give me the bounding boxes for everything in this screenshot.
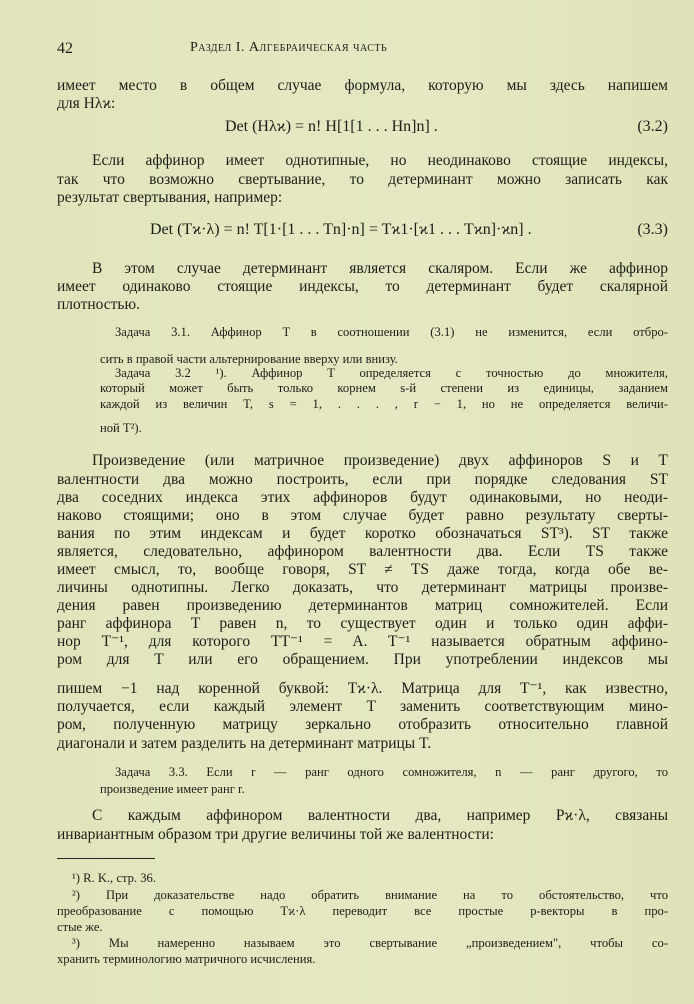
text-line: ром для T или его обращением. При употреблении индексов мы	[57, 651, 668, 668]
text-line: имеет одинаково стоящие индексы, то детерминант будет скалярной	[57, 278, 668, 295]
footnote-1: ¹) R. K., стр. 36.	[72, 871, 156, 885]
text-line: личины однотипны. Легко доказать, что детерминант матрицы произве-	[57, 579, 668, 596]
task-3-1: сить в правой части альтернирование вверху или внизу.	[100, 352, 398, 366]
page-number: 42	[57, 40, 73, 57]
text-line: диагонали и затем разделить на детерминант матрицы T.	[57, 735, 432, 752]
text-line: плотностью.	[57, 296, 140, 313]
text-line: инвариантным образом три другие величины той же валентности:	[57, 826, 494, 843]
text-line: ранг аффинора T равен n, то существует один и только один аффи-	[57, 615, 668, 632]
task-3-1: Задача 3.1. Аффинор T в соотношении (3.1) не изменится, если отбро-	[115, 325, 668, 339]
text-line: С каждым аффинором валентности два, например Pϰ·λ, связаны	[92, 807, 668, 824]
equation-number: (3.2)	[637, 118, 668, 135]
task-3-2: каждой из величин T, s = 1, . . . , r − 1, но не определяется величи-	[100, 397, 668, 411]
footnote-2: преобразование с помощью Tϰ·λ переводит все простые p-векторы в про-	[57, 904, 668, 918]
text-line: ром, полученную матрицу зеркально отобразить относительно главной	[57, 716, 668, 733]
running-title: Раздел I. Алгебраическая часть	[190, 40, 388, 55]
text-line: для Hλϰ:	[57, 95, 116, 112]
equation-number: (3.3)	[637, 221, 668, 238]
task-3-2: ной T²).	[100, 421, 142, 435]
text-line: является, следовательно, аффинором валентности два. Если TS также	[57, 543, 668, 560]
text-line: два соседних индекса этих аффиноров будут одинаковыми, но неоди-	[57, 489, 668, 506]
equation-3-3: Det (Tϰ·λ) = n! T[1·[1 . . . Tn]·n] = Tϰ1·[ϰ1 . . . Tϰn]·ϰn] .	[150, 221, 532, 238]
footnote-3: ³) Мы намеренно называем это свертывание „произведением", чтобы со-	[72, 936, 668, 950]
text-line: В этом случае детерминант является скаляром. Если же аффинор	[92, 260, 668, 277]
text-line: Если аффинор имеет однотипные, но неодинаково стоящие индексы,	[92, 152, 668, 169]
text-line: вания по этим индексам и будет коротко обозначаться ST³). ST также	[57, 525, 668, 542]
text-line: дения равен произведению детерминантов матриц сомножителей. Если	[57, 597, 668, 614]
text-line: имеет смысл, то, вообще говоря, ST ≠ TS даже тогда, когда обе ве-	[57, 561, 668, 578]
equation-3-2: Det (Hλϰ) = n! H[1[1 . . . Hn]n] .	[225, 118, 438, 135]
text-line: так что возможно свертывание, то детерминант можно записать как	[57, 171, 668, 188]
text-line: валентности два можно построить, если при порядке следования ST	[57, 471, 668, 488]
task-3-2: Задача 3.2 ¹). Аффинор T определяется с точностью до множителя,	[115, 366, 668, 380]
text-line: результат свертывания, например:	[57, 189, 283, 206]
text-line: нор T⁻¹, для которого TT⁻¹ = A. T⁻¹ называется обратным аффино-	[57, 633, 668, 650]
task-3-2: который может быть только корнем s-й степени из единицы, заданием	[100, 381, 668, 395]
text-line: имеет место в общем случае формула, которую мы здесь напишем	[57, 77, 668, 94]
footnote-2: ²) При доказательстве надо обратить внимание на то обстоятельство, что	[72, 888, 668, 902]
task-3-3: Задача 3.3. Если r — ранг одного сомножителя, n — ранг другого, то	[115, 765, 668, 779]
footnote-divider	[57, 858, 155, 859]
task-3-3: произведение имеет ранг r.	[100, 782, 245, 796]
text-line: получается, если каждый элемент T заменить соответствующим мино-	[57, 698, 668, 715]
text-line: пишем −1 над коренной буквой: Tϰ·λ. Матрица для T⁻¹, как известно,	[57, 680, 668, 697]
footnote-2: стые же.	[57, 920, 103, 934]
text-line: наково стоящими; оно в этом случае будет равно результату сверты-	[57, 507, 668, 524]
text-line: Произведение (или матричное произведение) двух аффиноров S и T	[92, 452, 668, 469]
footnote-3: хранить терминологию матричного исчисления.	[57, 952, 316, 966]
